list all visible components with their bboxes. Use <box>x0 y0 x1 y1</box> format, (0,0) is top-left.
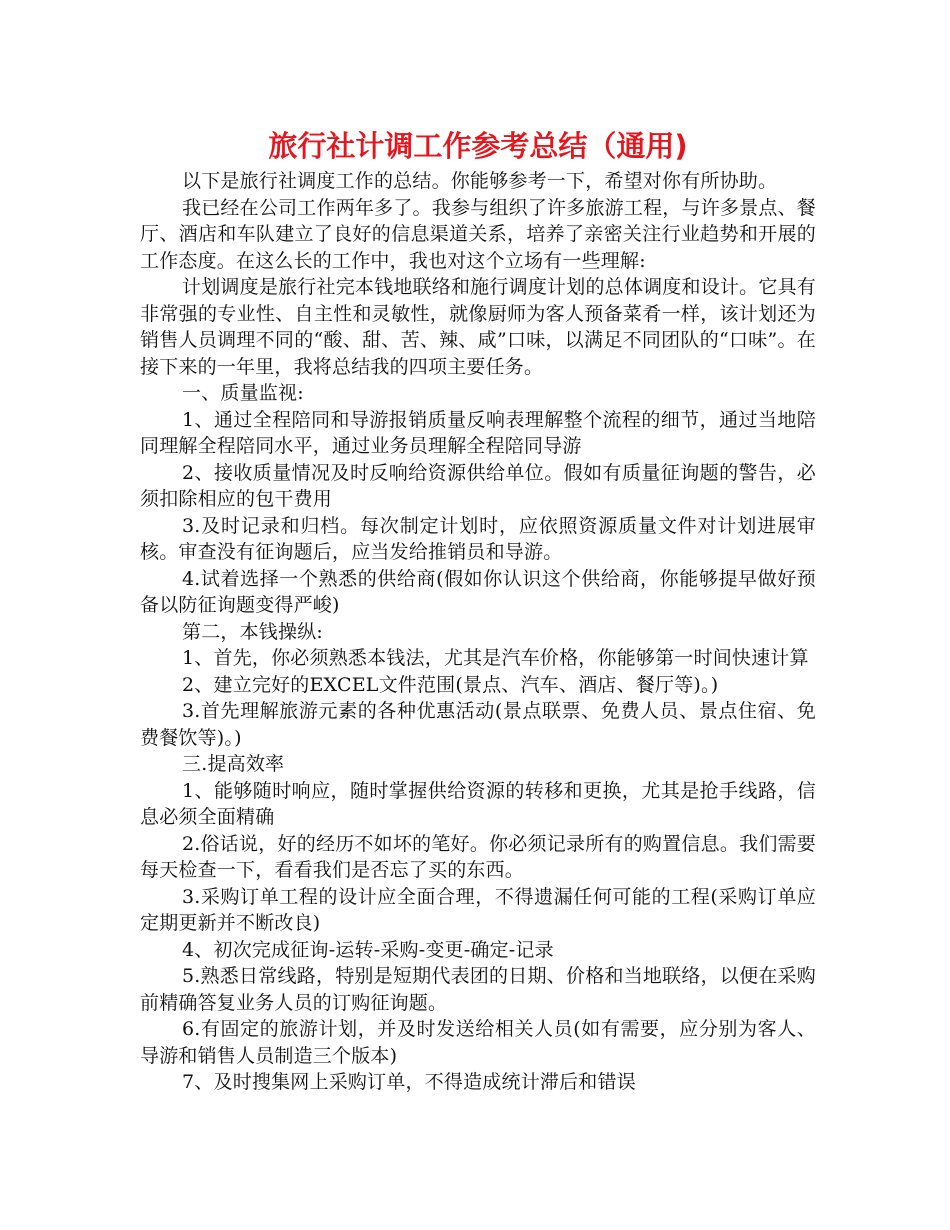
list-item: 1、通过全程陪同和导游报销质量反响表理解整个流程的细节，通过当地陪同理解全程陪同水平，通过业务员理解全程陪同导游 <box>140 408 816 457</box>
list-item: 5.熟悉日常线路，特别是短期代表团的日期、价格和当地联络，以便在采购前精确答复业务人员的订购征询题。 <box>140 965 816 1014</box>
list-item: 1、首先，你必须熟悉本钱法，尤其是汽车价格，你能够第一时间快速计算 <box>182 647 809 669</box>
paragraph: 我已经在公司工作两年多了。我参与组织了许多旅游工程，与许多景点、餐厅、酒店和车队建立了良好的信息渠道关系，培养了亲密关注行业趋势和开展的工作态度。在这么长的工作中，我也对这个立场有一些理解: <box>140 196 816 272</box>
list-item: 2、接收质量情况及时反响给资源供给单位。假如有质量征询题的警告，必须扣除相应的包干费用 <box>140 461 816 510</box>
document-body <box>140 168 816 1096</box>
paragraph: 计划调度是旅行社完本钱地联络和施行调度计划的总体调度和设计。它具有非常强的专业性、自主性和灵敏性，就像厨师为客人预备菜肴一样，该计划还为销售人员调理不同的“酸、甜、苦、辣、咸”口味，以满足不同团队的“口味”。在接下来的一年里，我将总结我的四项主要任务。 <box>140 276 816 378</box>
list-item: 4.试着选择一个熟悉的供给商(假如你认识这个供给商，你能够提早做好预备以防征询题变得严峻) <box>140 567 816 616</box>
list-item: 3.采购订单工程的设计应全面合理，不得遗漏任何可能的工程(采购订单应定期更新并不断改良) <box>140 885 816 934</box>
document-title: 旅行社计调工作参考总结（通用) <box>268 129 688 163</box>
list-item: 3.及时记录和归档。每次制定计划时，应依照资源质量文件对计划进展审核。审查没有征询题后，应当发给推销员和导游。 <box>140 514 816 563</box>
section-heading: 一、质量监视: <box>182 382 304 404</box>
list-item: 1、能够随时响应，随时掌握供给资源的转移和更换，尤其是抢手线路，信息必须全面精确 <box>140 779 816 828</box>
list-item: 4、初次完成征询-运转-采购-变更-确定-记录 <box>182 938 554 961</box>
list-item: 6.有固定的旅游计划，并及时发送给相关人员(如有需要，应分别为客人、导游和销售人员制造三个版本) <box>140 1018 816 1067</box>
paragraph: 以下是旅行社调度工作的总结。你能够参考一下，希望对你有所协助。 <box>182 170 778 192</box>
section-heading: 第二，本钱操纵: <box>182 620 324 643</box>
list-item: 2.俗话说，好的经历不如坏的笔好。你必须记录所有的购置信息。我们需要每天检查一下，看看我们是否忘了买的东西。 <box>140 832 816 881</box>
list-item: 2、建立完好的EXCEL文件范围(景点、汽车、酒店、餐厅等)。) <box>182 673 719 696</box>
list-item: 7、及时搜集网上采购订单，不得造成统计滞后和错误 <box>182 1071 636 1093</box>
list-item: 3.首先理解旅游元素的各种优惠活动(景点联票、免费人员、景点住宿、免费餐饮等)。) <box>140 700 816 749</box>
section-heading: 三.提高效率 <box>182 753 285 775</box>
document-page <box>140 126 816 1096</box>
